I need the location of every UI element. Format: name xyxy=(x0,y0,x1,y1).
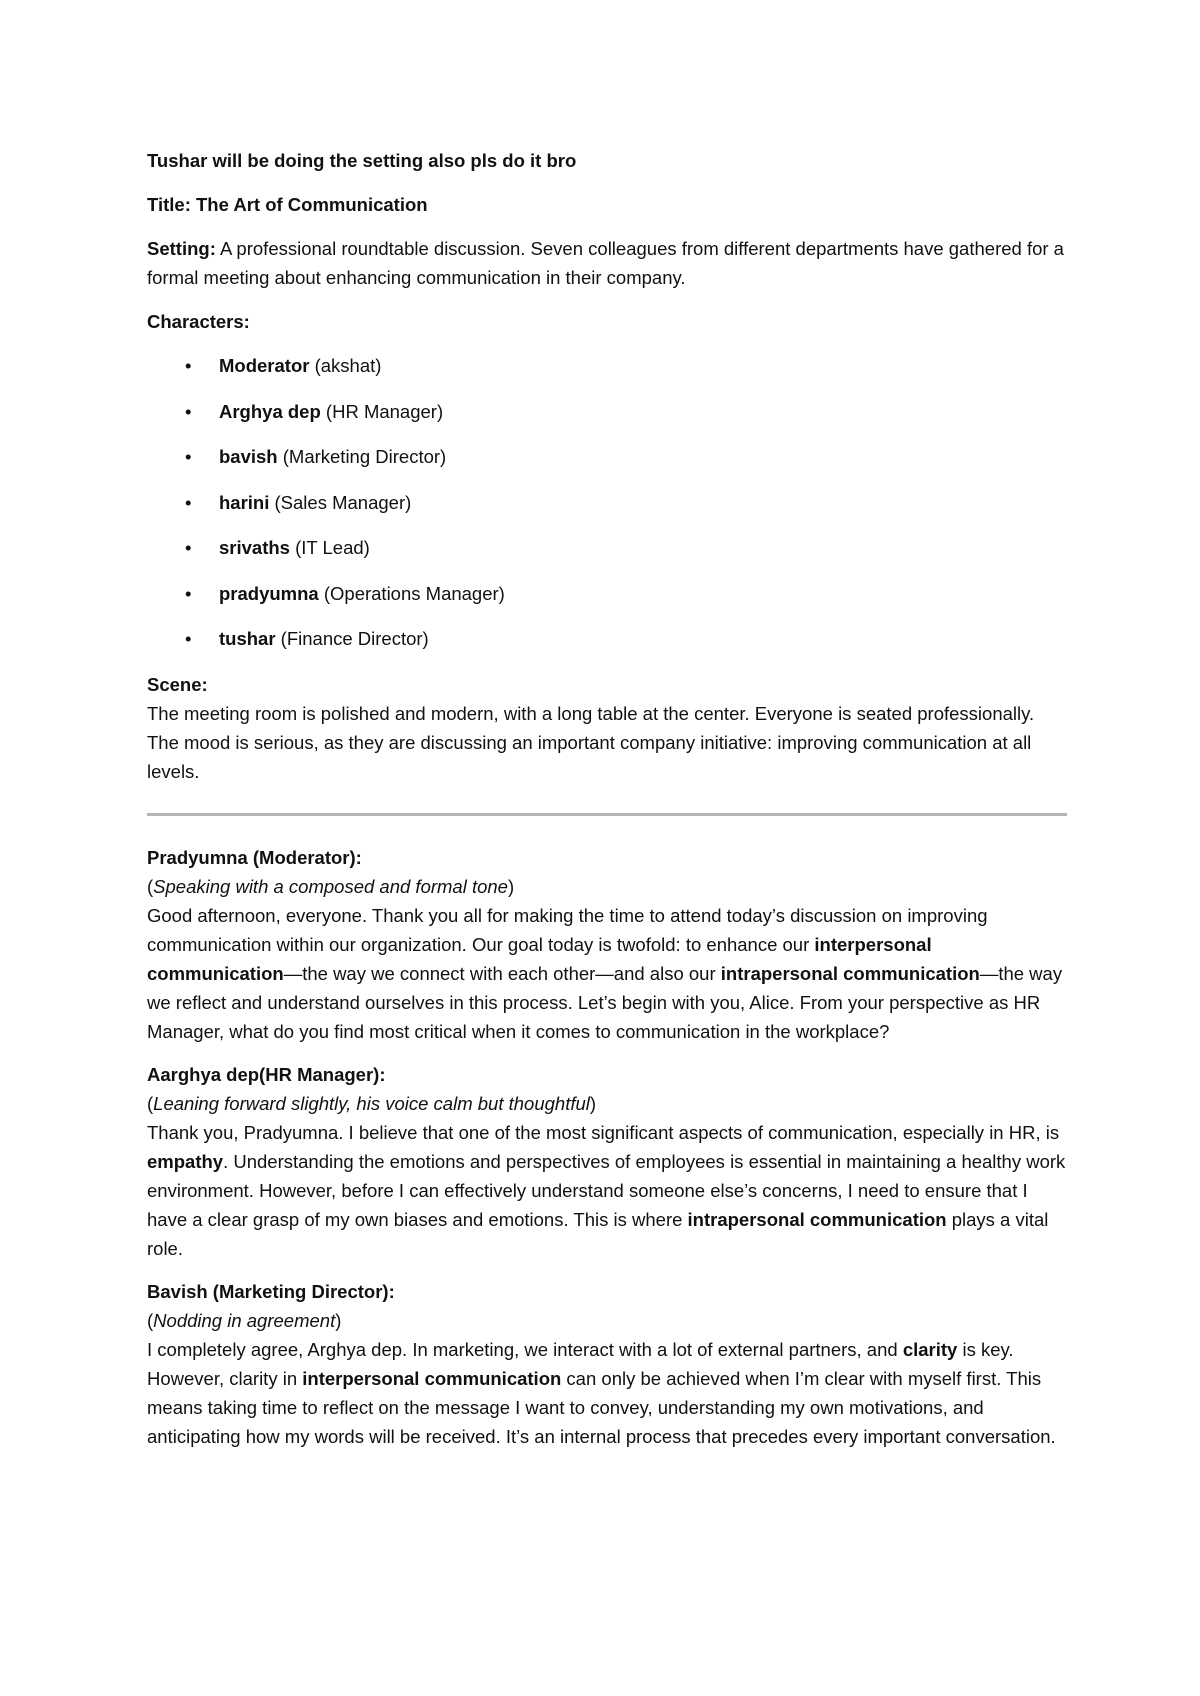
dialogue-block xyxy=(147,1277,1067,1451)
character-item xyxy=(147,579,1067,608)
bullet-icon: • xyxy=(185,537,192,558)
speech-fragment: Good afternoon, everyone. Thank you all for making the time to attend today’s discussion on improving communication within our organization. Our goal today is twofold: to enhance our xyxy=(147,904,988,955)
setting-text: A professional roundtable discussion. Seven colleagues from different departments have gathered for a formal meeting about enhancing communication in their company. xyxy=(147,238,1064,288)
character-role: (Marketing Director) xyxy=(277,446,447,467)
bullet-icon: • xyxy=(185,400,192,422)
emphasis-text: intrapersonal communication xyxy=(720,962,980,984)
title-text: The Art of Communication xyxy=(190,194,428,215)
setting-paragraph xyxy=(147,234,1067,292)
speech-fragment: can only be achieved when I’m clear with myself first. This means taking time to reflect on the message I want to convey, understanding my own motivations, and anticipating how my words will be received. It’s an internal process that precedes every important conversation. xyxy=(147,1367,1056,1447)
characters-heading: Characters: xyxy=(147,311,250,332)
stage-direction: (Leaning forward slightly, his voice calm but thoughtful) xyxy=(147,1092,597,1114)
character-role: (Finance Director) xyxy=(275,628,429,649)
character-name: bavish xyxy=(219,446,278,467)
character-name: srivaths xyxy=(219,537,290,558)
dialogue-block xyxy=(147,843,1067,1046)
title-label: Title: xyxy=(147,194,191,215)
character-role: (Operations Manager) xyxy=(318,582,505,604)
character-item xyxy=(147,624,1067,653)
speech-fragment: . Understanding the emotions and perspectives of employees is essential in maintaining a healthy work environment. However, before I can effectively understand someone else’s concerns, I need to ensure that I have a clear grasp of my own biases and emotions. This is where xyxy=(147,1150,1066,1230)
stage-direction-text: Nodding in agreement xyxy=(153,1309,336,1331)
character-item xyxy=(147,351,1067,380)
character-name: Moderator xyxy=(219,355,310,376)
bullet-icon: • xyxy=(185,628,192,649)
scene-section xyxy=(147,670,1067,786)
section-divider xyxy=(147,813,1067,816)
character-role: (Sales Manager) xyxy=(269,491,412,513)
stage-direction-text: Leaning forward slightly, his voice calm but thoughtful xyxy=(153,1092,590,1114)
character-role: (akshat) xyxy=(309,355,382,376)
bullet-icon: • xyxy=(185,491,192,513)
speaker-name: Pradyumna (Moderator): xyxy=(147,846,362,868)
emphasis-text: interpersonal communication xyxy=(147,933,932,984)
bullet-icon: • xyxy=(185,582,192,604)
character-name: tushar xyxy=(219,628,276,649)
emphasis-text: interpersonal communication xyxy=(302,1367,562,1389)
title-line xyxy=(147,190,1067,219)
character-role: (HR Manager) xyxy=(320,400,444,422)
dialogue-block xyxy=(147,1060,1067,1263)
character-role: (IT Lead) xyxy=(289,537,370,558)
speech-text xyxy=(147,1118,1067,1263)
character-name: Arghya dep xyxy=(219,400,321,422)
speech-fragment: —the way we connect with each other—and also our xyxy=(283,962,721,984)
stage-direction: (Nodding in agreement) xyxy=(147,1309,342,1331)
character-name: pradyumna xyxy=(219,582,319,604)
character-item xyxy=(147,442,1067,471)
dialogue-section xyxy=(147,843,1067,1451)
setting-label: Setting: xyxy=(147,238,216,259)
scene-text: The meeting room is polished and modern, with a long table at the center. Everyone is seated professionally. The mood is serious, as they are discussing an important company initiative: improving communication at all levels. xyxy=(147,702,1035,782)
speech-text xyxy=(147,901,1067,1046)
character-item xyxy=(147,533,1067,562)
speech-fragment: Thank you, Pradyumna. I believe that one of the most significant aspects of communication, especially in HR, is xyxy=(147,1121,1060,1143)
speech-fragment: plays a vital role. xyxy=(147,1208,1049,1259)
character-name: harini xyxy=(219,491,270,513)
stage-direction-text: Speaking with a composed and formal tone xyxy=(153,875,508,897)
emphasis-text: intrapersonal communication xyxy=(687,1208,947,1230)
bullet-icon: • xyxy=(185,446,192,467)
scene-heading: Scene: xyxy=(147,673,208,695)
speaker-name: Aarghya dep(HR Manager): xyxy=(147,1063,386,1085)
speech-text xyxy=(147,1335,1067,1451)
header-note: Tushar will be doing the setting also pls do it bro xyxy=(147,150,577,171)
characters-list xyxy=(147,351,1067,653)
speaker-name: Bavish (Marketing Director): xyxy=(147,1280,395,1302)
speech-fragment: —the way we reflect and understand ourselves in this process. Let’s begin with you, Alice. From your perspective as HR Manager, what do you find most critical when it comes to communication in the workplace? xyxy=(147,962,1063,1042)
character-item xyxy=(147,488,1067,517)
emphasis-text: clarity xyxy=(902,1338,958,1360)
stage-direction: (Speaking with a composed and formal tone) xyxy=(147,875,515,897)
speech-fragment: I completely agree, Arghya dep. In marketing, we interact with a lot of external partners, and xyxy=(147,1338,903,1360)
emphasis-text: empathy xyxy=(147,1150,224,1172)
speech-fragment: is key. However, clarity in xyxy=(147,1338,1014,1389)
bullet-icon: • xyxy=(185,355,192,376)
document-page xyxy=(147,146,1067,1465)
character-item xyxy=(147,397,1067,426)
